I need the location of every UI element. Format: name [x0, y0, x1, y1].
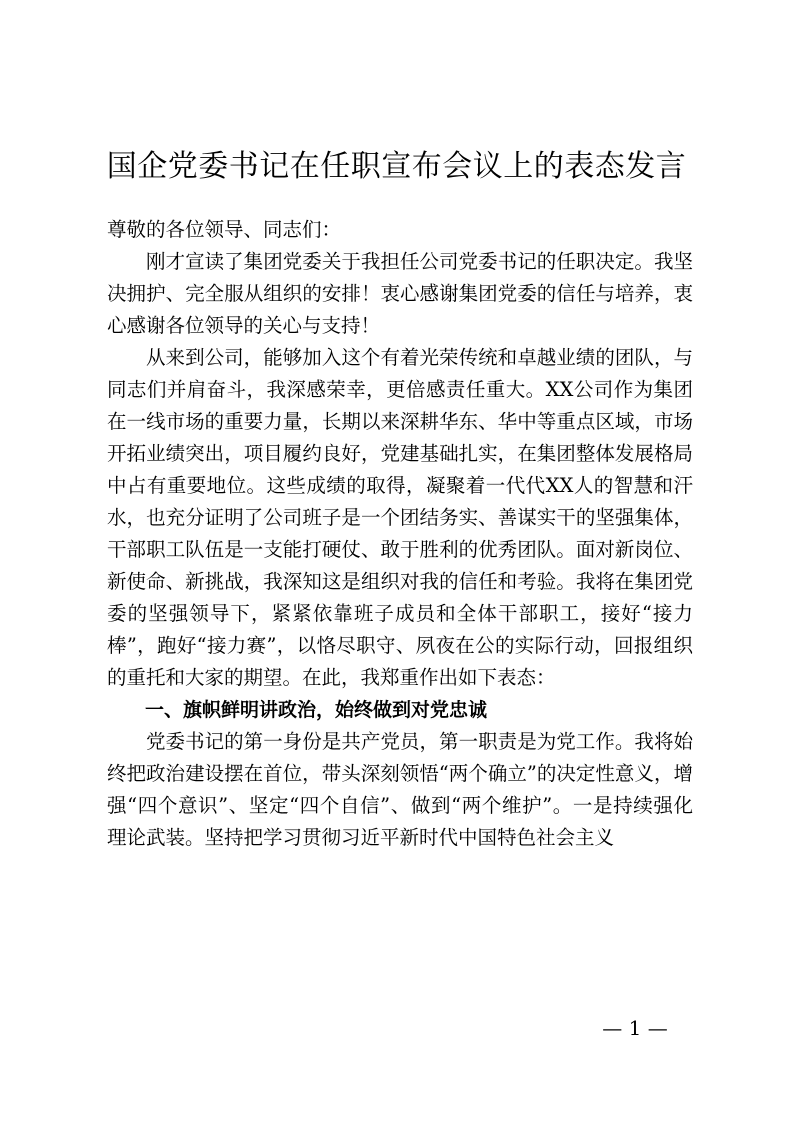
section-paragraph: 党委书记的第一身份是共产党员，第一职责是为党工作。我将始终把政治建设摆在首位，带头深刻领悟“两个确立”的决定性意义，增强“四个意识”、坚定“四个自信”、做到“两个维护”。一是持续强化理论武装。坚持把学习贯彻习近平新时代中国特色社会主义 — [107, 730, 693, 849]
page-number: — 1 — — [602, 1016, 668, 1040]
document-body — [107, 214, 693, 854]
greeting: 尊敬的各位领导、同志们： — [107, 218, 342, 241]
document-title: 国企党委书记在任职宣布会议上的表态发言 — [106, 149, 687, 184]
paragraph-company-intro: 从来到公司，能够加入这个有着光荣传统和卓越业绩的团队，与同志们并肩奋斗，我深感荣幸，更倍感责任重大。XX公司作为集团在一线市场的重要力量，长期以来深耕华东、华中等重点区域，市场开拓业绩突出，项目履约良好，党建基础扎实，在集团整体发展格局中占有重要地位。这些成绩的取得，凝聚着一代代XX人的智慧和汗水，也充分证明了公司班子是一个团结务实、善谋实干的坚强集体，干部职工队伍是一支能打硬仗、敢于胜利的优秀团队。面对新岗位、新使命、新挑战，我深知这是组织对我的信任和考验。我将在集团党委的坚强领导下，紧紧依靠班子成员和全体干部职工，接好“接力棒”，跑好“接力赛”，以恪尽职守、夙夜在公的实际行动，回报组织的重托和大家的期望。在此，我郑重作出如下表态： — [107, 346, 693, 689]
section-heading: 一、旗帜鲜明讲政治，始终做到对党忠诚 — [145, 699, 488, 721]
paragraph-appointment: 刚才宣读了集团党委关于我担任公司党委书记的任职决定。我坚决拥护、完全服从组织的安排！衷心感谢集团党委的信任与培养，衷心感谢各位领导的关心与支持！ — [107, 250, 693, 337]
